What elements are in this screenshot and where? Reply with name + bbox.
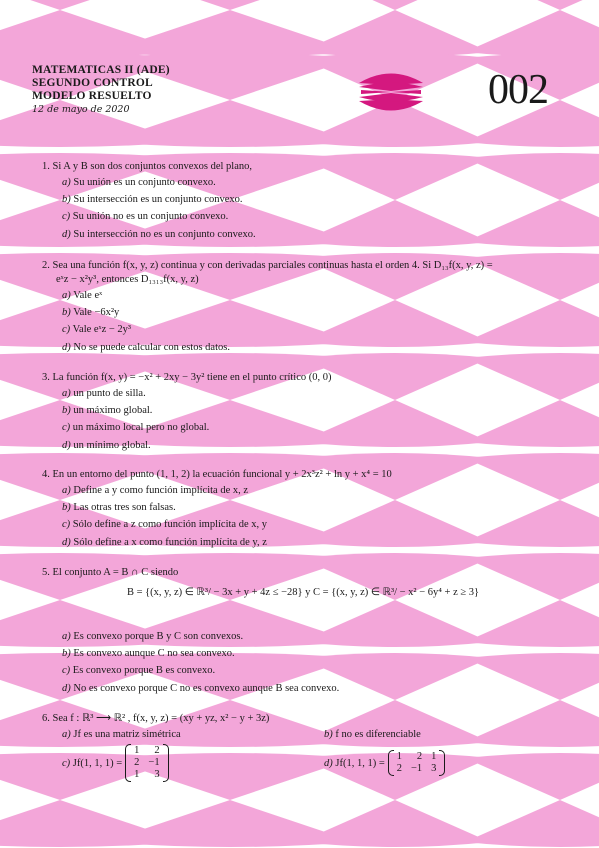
exam-title: SEGUNDO CONTROL [32, 77, 153, 89]
option-d[interactable]: d) un mínimo global. [62, 439, 151, 451]
option-b[interactable]: b) Vale −6x²y [62, 307, 120, 319]
matrix-d-cell: −1 [411, 763, 423, 775]
question-stem: 1. Si A y B son dos conjuntos convexos del plano, [42, 161, 252, 172]
option-c[interactable]: c) Sólo define a z como función implícita de x, y [62, 519, 267, 531]
matrix-c-cell: −1 [148, 757, 160, 769]
option-d[interactable]: d) Sólo define a x como función implícita de y, z [62, 536, 267, 548]
option-d[interactable]: d) No se puede calcular con estos datos. [62, 341, 230, 353]
matrix-c-cell: 1 [134, 745, 140, 757]
set-definition-formula: B = {(x, y, z) ∈ ℝ³/ − 3x + y + 4z ≤ −28} y C = {(x, y, z) ∈ ℝ³/ − x² − 6y⁴ + z ≥ 3} [126, 587, 480, 598]
matrix-d-cell: 2 [396, 763, 402, 775]
question-stem: 6. Sea f : ℝ³ ⟶ ℝ² , f(x, y, z) = (xy + yz, x² − y + 3z) [42, 713, 270, 724]
option-d[interactable]: d) Su intersección no es un conjunto convexo. [62, 228, 256, 240]
jacobian-matrix-d [388, 750, 446, 776]
option-c[interactable]: c) un máximo local pero no global. [62, 422, 210, 434]
option-c[interactable]: c) Jf(1, 1, 1) = 1 2 2 −1 1 3 [42, 744, 324, 782]
question-stem: 3. La función f(x, y) = −x² + 2xy − 3y² tiene en el punto crítico (0, 0) [42, 372, 332, 383]
matrix-c-cell: 2 [134, 757, 140, 769]
question-4 [42, 468, 564, 551]
question-stem: 5. El conjunto A = B ∩ C siendo [42, 567, 179, 578]
question-1 [42, 160, 564, 243]
option-c[interactable]: c) Su unión no es un conjunto convexo. [62, 211, 229, 223]
exam-subtitle: MODELO RESUELTO [32, 90, 152, 102]
option-d[interactable]: d) No es convexo porque C no es convexo aunque B sea convexo. [62, 682, 340, 694]
option-a[interactable]: a) Jf es una matriz simétrica [62, 729, 181, 740]
question-3 [42, 371, 564, 454]
matrix-c-cell: 3 [154, 769, 160, 781]
option-b[interactable]: b) Las otras tres son falsas. [62, 502, 176, 514]
option-c[interactable]: c) Vale eˣz − 2y³ [62, 324, 132, 336]
option-a[interactable]: a) Vale eˣ [62, 290, 103, 301]
matrix-d-cell: 1 [396, 751, 402, 763]
university-logo [358, 70, 424, 114]
question-2 [42, 259, 564, 356]
course-title: MATEMATICAS II (ADE) [32, 64, 170, 76]
option-b[interactable]: b) f no es diferenciable [324, 729, 421, 740]
matrix-d-cell: 1 [431, 751, 437, 763]
option-d[interactable]: d) Jf(1, 1, 1) = 1 2 1 2 −1 3 [324, 750, 445, 776]
option-a[interactable]: a) Su unión es un conjunto convexo. [62, 177, 216, 188]
option-b[interactable]: b) un máximo global. [62, 405, 153, 417]
jacobian-matrix-c [125, 744, 168, 782]
question-stem-continuation: eˣz − x²y³, entonces D₁₃₁₃f(x, y, z) [56, 274, 199, 285]
matrix-d-cell: 3 [431, 763, 437, 775]
exam-date: 12 de mayo de 2020 [32, 104, 130, 115]
exam-code: 002 [488, 67, 548, 113]
question-6 [42, 712, 564, 783]
exam-header [32, 64, 170, 116]
question-stem: 4. En un entorno del punto (1, 1, 2) la ecuación funcional y + 2x³z² + ln y + x⁴ = 10 [42, 469, 392, 480]
question-5 [42, 566, 564, 697]
matrix-c-cell: 1 [134, 769, 140, 781]
matrix-c-cell: 2 [154, 745, 160, 757]
option-a[interactable]: a) un punto de silla. [62, 388, 146, 399]
question-stem: 2. Sea una función f(x, y, z) continua y con derivadas parciales continuas hasta el orden 4. Si D₁₃f(x, y, z) = [42, 260, 493, 271]
option-b[interactable]: b) Es convexo aunque C no sea convexo. [62, 648, 235, 660]
option-a[interactable]: a) Define a y como función implícita de x, z [62, 485, 249, 496]
matrix-d-cell: 2 [416, 751, 423, 763]
option-c[interactable]: c) Es convexo porque B es convexo. [62, 665, 216, 677]
option-b[interactable]: b) Su intersección es un conjunto convexo. [62, 194, 243, 206]
option-a[interactable]: a) Es convexo porque B y C son convexos. [62, 631, 244, 642]
